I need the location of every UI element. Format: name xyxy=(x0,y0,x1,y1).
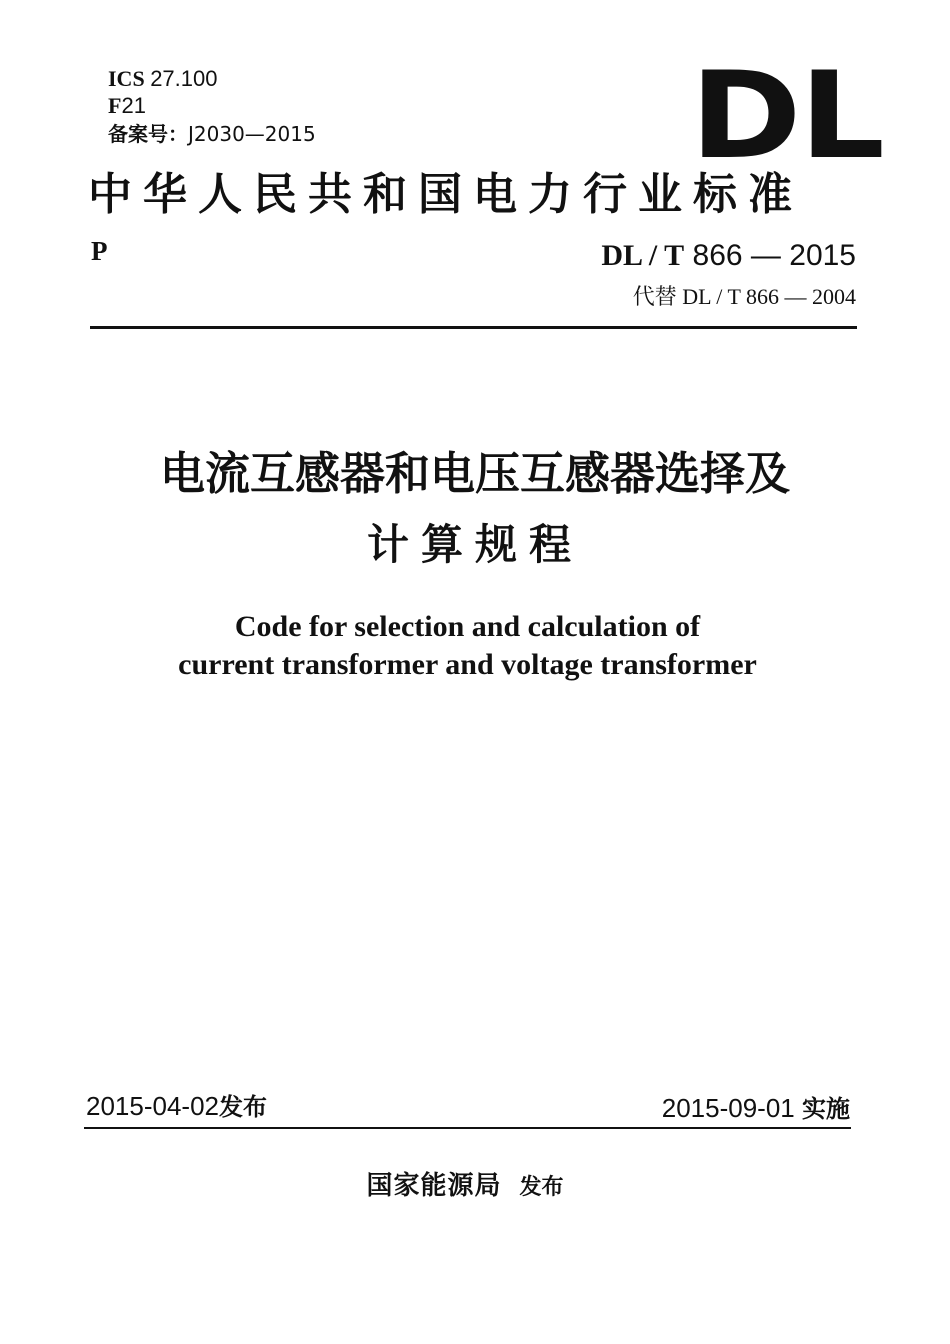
issue-date-value: 2015-04-02 xyxy=(86,1091,219,1121)
header-divider xyxy=(90,326,857,329)
ics-number: 27.100 xyxy=(150,66,218,91)
filing-label: 备案号： xyxy=(108,122,188,146)
title-cn-line2: 计算规程 xyxy=(366,520,583,569)
standard-number xyxy=(601,238,856,274)
publisher-action: 发布 xyxy=(519,1175,564,1200)
implement-date-value: 2015-09-01 xyxy=(661,1093,795,1123)
national-standard-heading: 中华人民共和国电力行业标准 xyxy=(88,169,803,220)
ccs-code xyxy=(108,93,146,119)
title-en-line2: current transformer and voltage transformer xyxy=(178,648,757,681)
implement-date xyxy=(662,1092,850,1125)
footer-divider xyxy=(84,1127,851,1129)
ccs-number: 21 xyxy=(121,93,146,118)
filing-number xyxy=(108,121,316,147)
implement-date-label: 实施 xyxy=(802,1095,850,1123)
publisher-line xyxy=(0,1168,930,1206)
ics-label: ICS xyxy=(108,66,145,91)
replaces-standard: 代替 DL / T 866 — 2004 xyxy=(632,284,856,309)
category-code: P xyxy=(91,236,108,266)
title-cn-line1: 电流互感器和电压互感器选择及 xyxy=(159,447,790,500)
publisher-org: 国家能源局 xyxy=(366,1171,502,1201)
ccs-label: F xyxy=(108,93,122,118)
ics-code xyxy=(108,66,217,92)
filing-value: J2030—2015 xyxy=(188,122,316,146)
title-en-line1: Code for selection and calculation of xyxy=(234,610,701,643)
standard-prefix: DL / T xyxy=(601,239,685,272)
dl-logo: DL xyxy=(690,47,883,186)
issue-date-label: 发布 xyxy=(219,1093,267,1121)
issue-date xyxy=(86,1090,267,1123)
standard-code: 866 — 2015 xyxy=(692,239,856,272)
